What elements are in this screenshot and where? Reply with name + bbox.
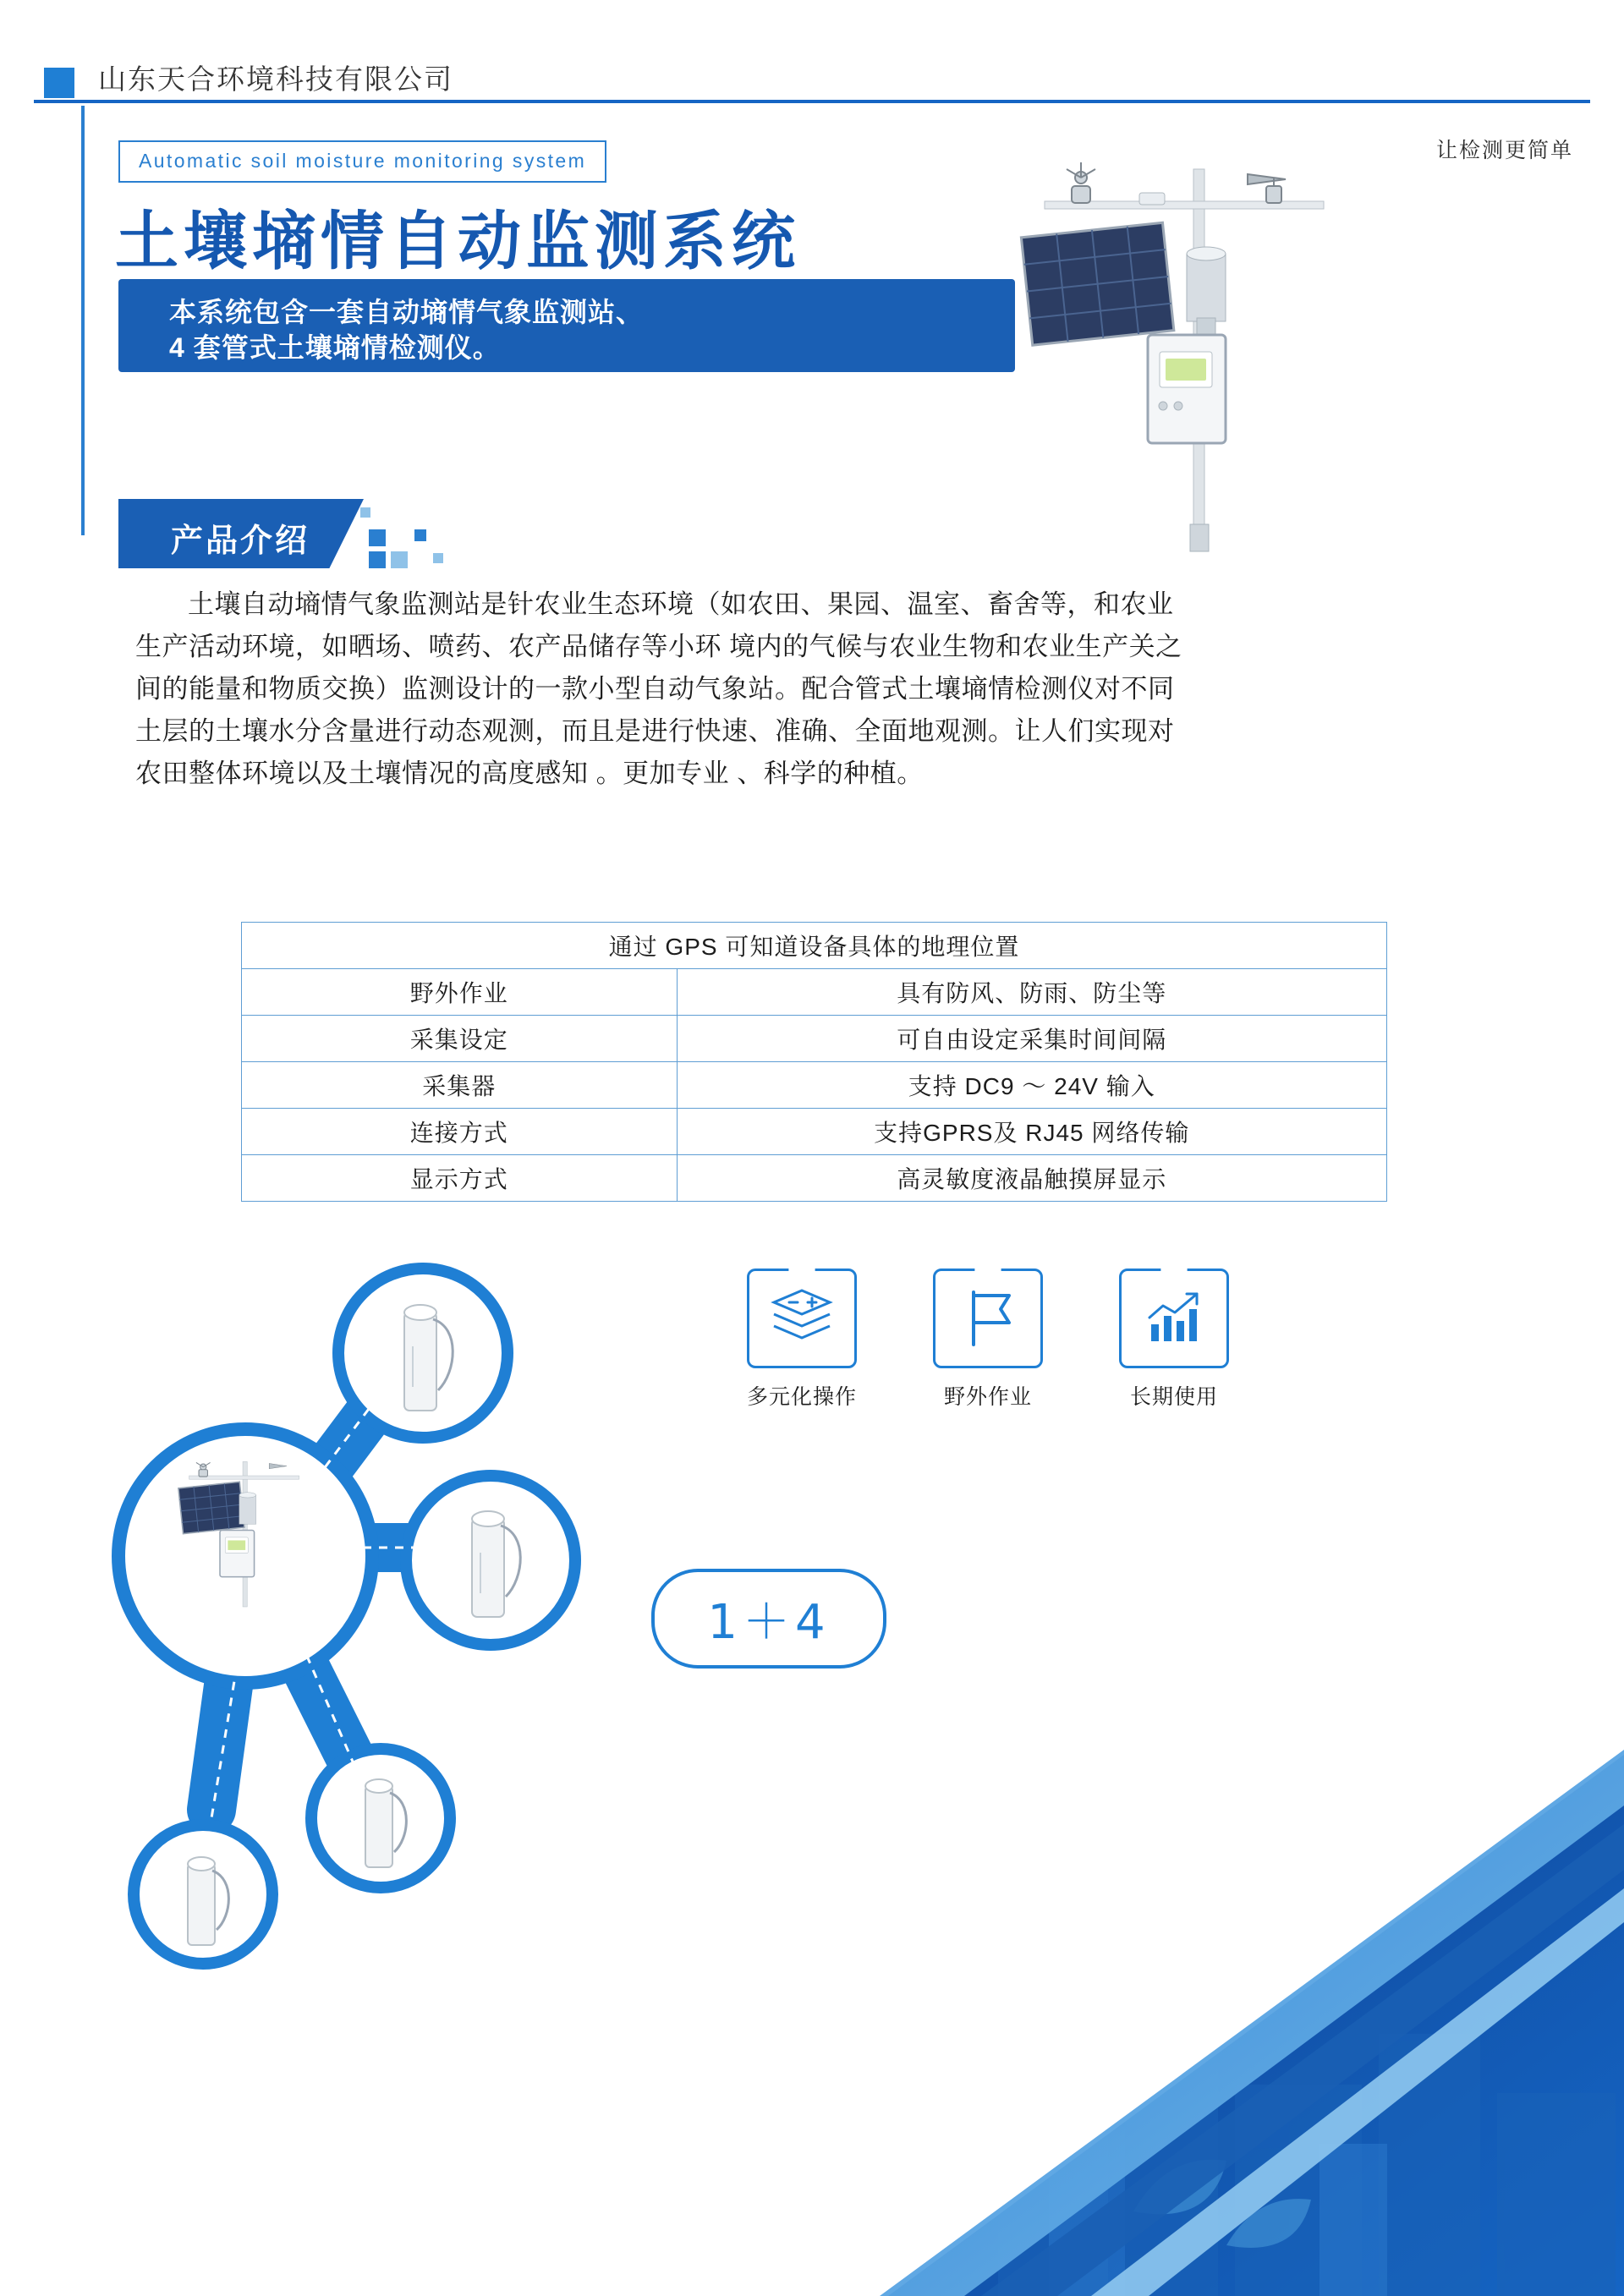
page-header [0,0,1624,106]
spec-value: 高灵敏度液晶触摸屏显示 [677,1155,1386,1202]
feature-item [915,1269,1061,1438]
table-row [242,1016,1387,1062]
table-caption: 通过 GPS 可知道设备具体的地理位置 [242,923,1387,969]
tagline: 让检测更简单 [1435,139,1573,162]
spec-value: 支持GPRS及 RJ45 网络传输 [677,1109,1386,1155]
weather-station-illustration [994,152,1417,558]
system-topology-diagram [110,1226,702,2224]
spec-label: 连接方式 [242,1109,678,1155]
deco-square-5 [414,529,426,541]
page-title: 土壤墒情自动监测系统 [115,205,801,277]
spec-label: 采集设定 [242,1016,678,1062]
growth-chart-icon [1119,1269,1229,1368]
table-row [242,1155,1387,1202]
flag-icon [933,1269,1043,1368]
deco-square-6 [433,553,443,563]
table-row [242,1109,1387,1155]
english-title-box [118,140,606,183]
subtitle-banner [118,279,1015,372]
company-name: 山东天合环境科技有限公司 [98,63,453,95]
section-heading-label: 产品介绍 [171,523,310,559]
spec-label: 野外作业 [242,969,678,1016]
feature-item [1101,1269,1247,1438]
feature-list [729,1269,1254,1438]
spec-label: 显示方式 [242,1155,678,1202]
intro-paragraph: 土壤自动墒情气象监测站是针农业生态环境（如农田、果园、温室、畜舍等，和农业生产活动环境，如晒场、喷药、农产品储存等小环 境内的气候与农业生物和农业生产关之间的能量和物质交换）监测设计的一款小型自动气象站。配合管式土壤墒情检测仪对不同土层的土壤水分含量进行动态观测，而且是进行快速、准确、全面地观测。让人们实现对农田整体环境以及土壤情况的高度感知 。更加专业 、科学的种植。 [135,589,1182,788]
feature-item [729,1269,875,1438]
deco-square-2 [369,551,386,568]
feature-caption: 多元化操作 [746,1385,857,1409]
deco-square-3 [391,551,408,568]
spec-value: 支持 DC9 ～ 24V 输入 [677,1062,1386,1109]
subtitle-line-2: 4 套管式土壤墒情检测仪。 [169,332,501,363]
section-heading [118,499,398,568]
header-divider [34,100,1590,103]
table-row [242,1062,1387,1109]
english-title: Automatic soil moisture monitoring system [139,149,587,172]
brand-square-icon [44,68,74,98]
deco-square-4 [360,507,370,518]
feature-caption: 野外作业 [943,1385,1032,1409]
deco-square-1 [369,529,386,546]
ratio-badge-text: 1＋4 [707,1595,831,1650]
spec-table [241,922,1387,1202]
spec-value: 可自由设定采集时间间隔 [677,1016,1386,1062]
layers-plus-minus-icon [747,1269,857,1368]
left-accent-line [81,106,85,535]
spec-value: 具有防风、防雨、防尘等 [677,969,1386,1016]
spec-label: 采集器 [242,1062,678,1109]
feature-caption: 长期使用 [1129,1385,1218,1409]
table-row [242,969,1387,1016]
table-caption-row [242,923,1387,969]
subtitle-line-1: 本系统包含一套自动墒情气象监测站、 [169,297,645,327]
